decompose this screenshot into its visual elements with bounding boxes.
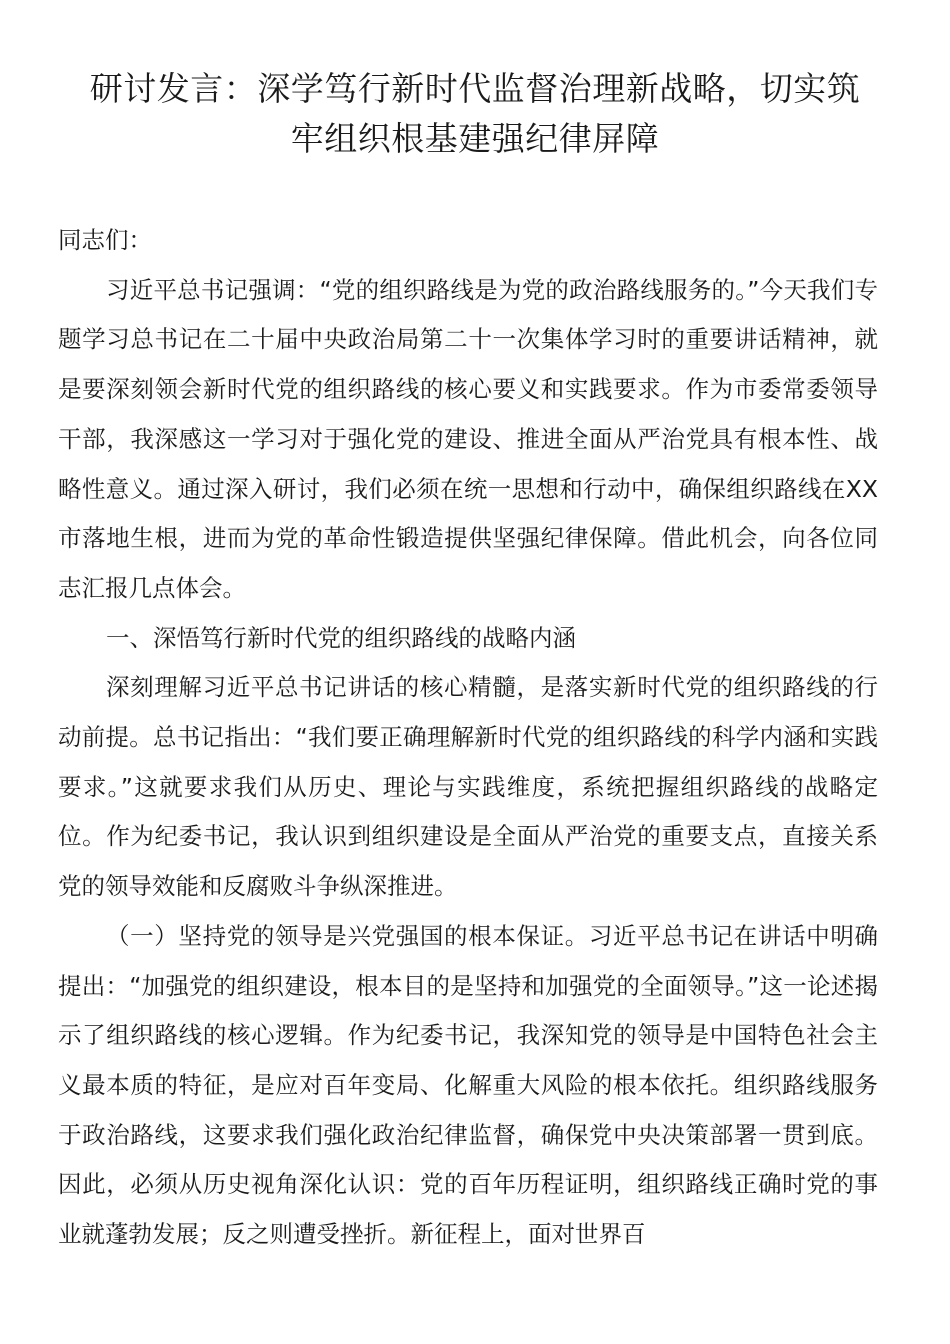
section-heading-1: 一、深悟笃行新时代党的组织路线的战略内涵 [106,623,576,652]
title-line-2: 牢组织根基建强纪律屏障 [290,119,660,158]
paragraph-section-1: 深刻理解习近平总书记讲话的核心精髓，是落实新时代党的组织路线的行动前提。总书记指出：“我们要正确理解新时代党的组织路线的科学内涵和实践要求。”这就要求我们从历史、理论与实践维度，系统把握组织路线的战略定位。作为纪委书记，我认识到组织建设是全面从严治党的重要支点，直接关系党的领导效能和反腐败斗争纵深推进。 [58,673,878,901]
paragraph-subsection-1: （一）坚持党的领导是兴党强国的根本保证。习近平总书记在讲话中明确提出：“加强党的组织建设，根本目的是坚持和加强党的全面领导。”这一论述揭示了组织路线的核心逻辑。作为纪委书记，我深知党的领导是中国特色社会主义最本质的特征，是应对百年变局、化解重大风险的根本依托。组织路线服务于政治路线，这要求我们强化政治纪律监督，确保党中央决策部署一贯到底。因此，必须从历史视角深化认识：党的百年历程证明，组织路线正确时党的事业就蓬勃发展；反之则遭受挫折。新征程上，面对世界百 [58,921,878,1249]
salutation: 同志们： [58,226,152,254]
document-body [58,216,878,1260]
title-line-1: 研讨发言：深学笃行新时代监督治理新战略，切实筑 [89,69,861,108]
paragraph-intro: 习近平总书记强调：“党的组织路线是为党的政治路线服务的。”今天我们专题学习总书记在二十届中央政治局第二十一次集体学习时的重要讲话精神，就是要深刻领会新时代党的组织路线的核心要义和实践要求。作为市委常委领导干部，我深感这一学习对于强化党的建设、推进全面从严治党具有根本性、战略性意义。通过深入研讨，我们必须在统一思想和行动中，确保组织路线在XX市落地生根，进而为党的革命性锻造提供坚强纪律保障。借此机会，向各位同志汇报几点体会。 [58,275,878,602]
document-title [40,64,910,164]
